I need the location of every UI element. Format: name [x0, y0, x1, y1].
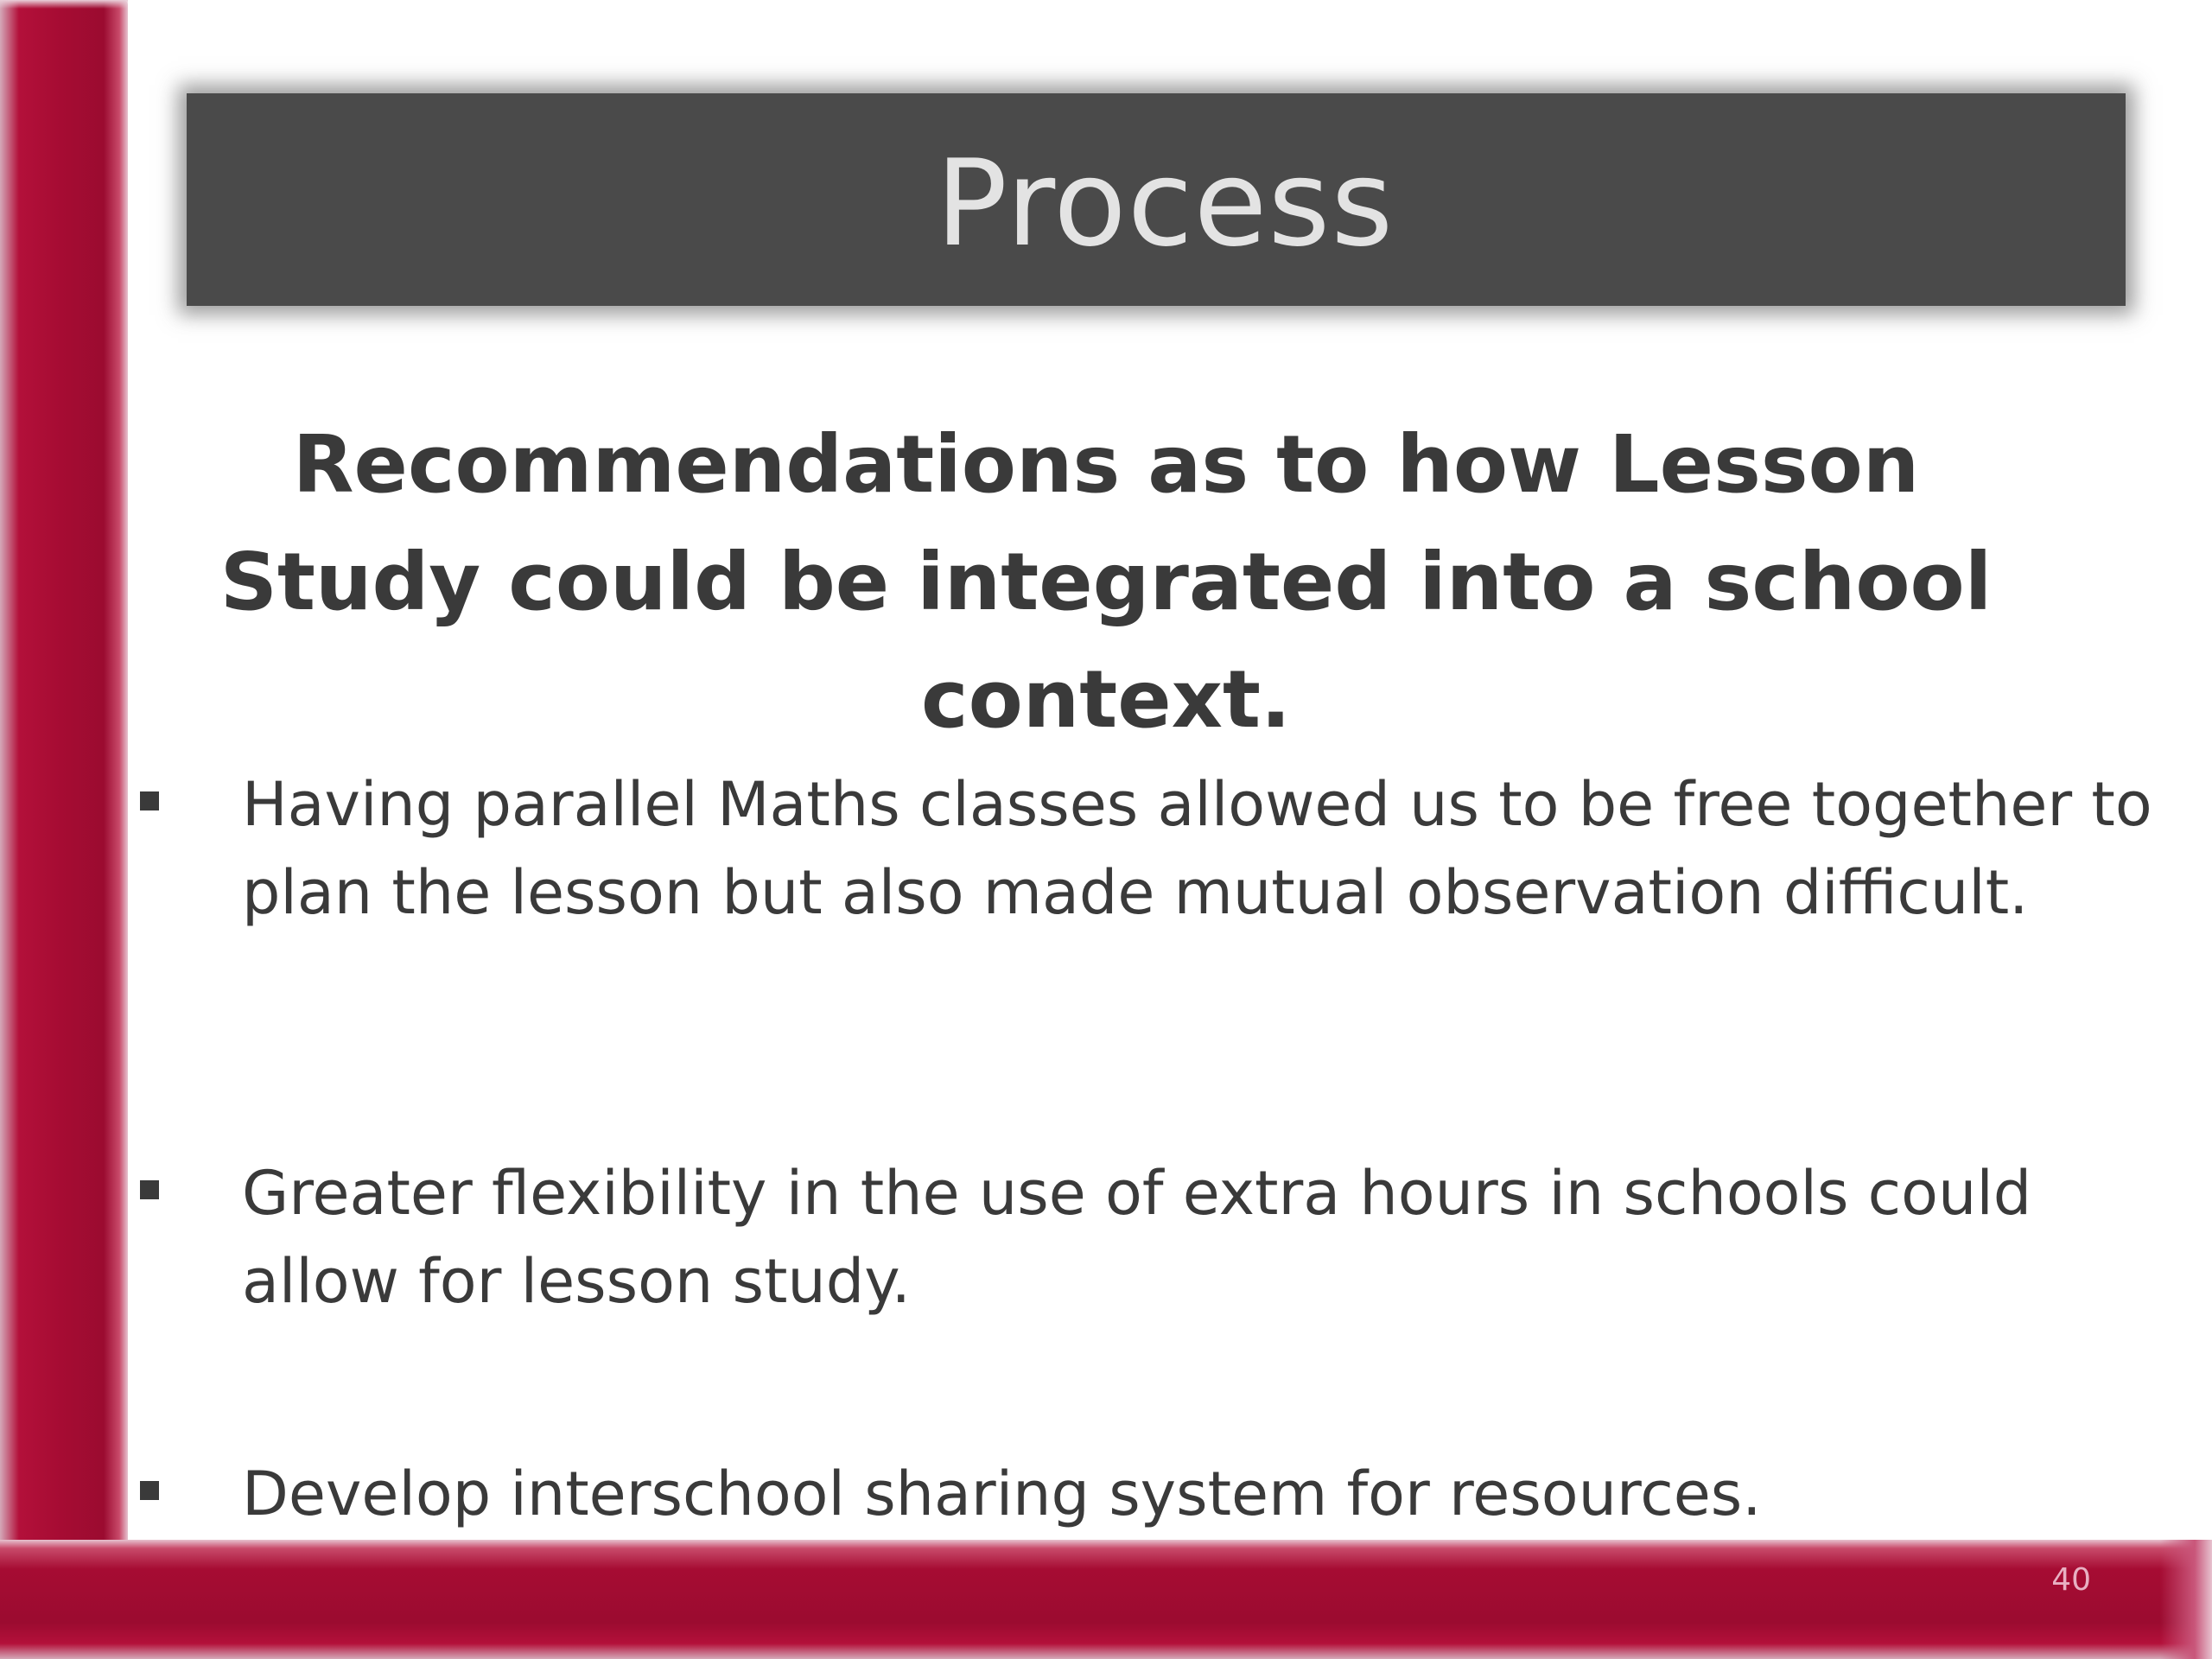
frame-top-highlight: [0, 0, 128, 9]
frame-left-border: [0, 0, 128, 1659]
slide-heading: Recommendations as to how Lesson Study could be integrated into a school context.: [219, 418, 1993, 746]
slide-title: Process: [935, 133, 1395, 273]
frame-corner-highlight: [2160, 1540, 2212, 1659]
bullet-text: Greater flexibility in the use of extra hours in schools could allow for lesson study.: [242, 1158, 2032, 1317]
bullet-text: Having parallel Maths classes allowed us to be free together to plan the lesson but also made mutual observation difficult.: [242, 769, 2152, 928]
square-bullet-icon: [140, 1180, 159, 1199]
frame-bottom-border: [0, 1540, 2212, 1659]
page-number: 40: [2051, 1562, 2091, 1598]
title-bar: [187, 93, 2126, 306]
square-bullet-icon: [140, 1481, 159, 1500]
list-item: [130, 1149, 2195, 1325]
bullet-text: Develop interschool sharing system for resources.: [242, 1459, 1762, 1529]
list-item: [130, 1450, 2195, 1538]
square-bullet-icon: [140, 791, 159, 810]
list-item: [130, 760, 2195, 937]
